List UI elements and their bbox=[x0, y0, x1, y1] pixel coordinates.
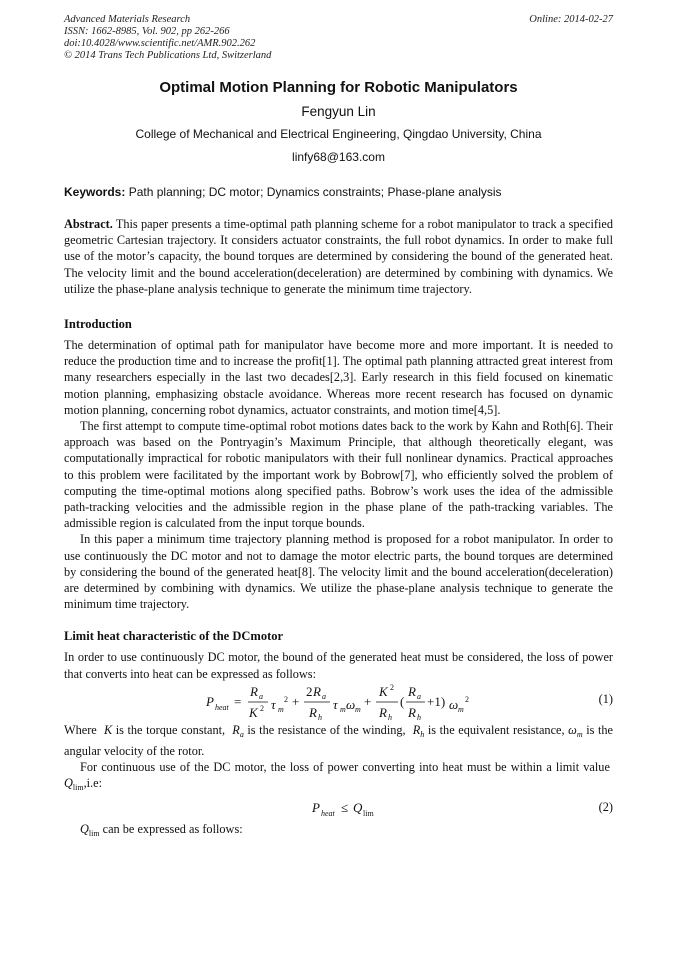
eq2-lim-sub: lim bbox=[363, 808, 374, 818]
eq1-m-sub-1: m bbox=[278, 704, 284, 714]
continuous-use-paragraph bbox=[64, 759, 613, 796]
keywords-label: Keywords: bbox=[64, 185, 126, 199]
issn-line: ISSN: 1662-8985, Vol. 902, pp 262-266 bbox=[64, 26, 230, 37]
abstract-label: Abstract. bbox=[64, 217, 113, 231]
sym-Q: Q bbox=[64, 776, 73, 791]
sub-lim-2: lim bbox=[88, 828, 100, 838]
sym-omega: ω bbox=[568, 722, 577, 737]
doi-line: doi:10.4028/www.scientific.net/AMR.902.262 bbox=[64, 38, 256, 49]
eq1-plus-1: + bbox=[292, 693, 300, 709]
eq1-Ra-num: R bbox=[250, 683, 258, 699]
author-name: Fengyun Lin bbox=[301, 104, 376, 119]
equation-2-formula bbox=[310, 797, 430, 821]
abstract bbox=[64, 216, 613, 297]
eq1-plus-2: + bbox=[364, 693, 372, 709]
paper-title: Optimal Motion Planning for Robotic Manipulators bbox=[159, 79, 518, 96]
where-text-4: is the angular velocity of the rotor. bbox=[64, 722, 614, 759]
journal-name: Advanced Materials Research bbox=[64, 14, 191, 25]
eq1-K-num-sq: 2 bbox=[390, 682, 394, 692]
section-heading-limit-heat: Limit heat characteristic of the DCmotor bbox=[64, 629, 284, 644]
where-word: Where bbox=[64, 722, 97, 737]
equation-2 bbox=[64, 797, 613, 821]
eq1-Ra-num-2: R bbox=[313, 683, 321, 699]
intro-paragraph-1: The determination of optimal path for manipulator have become more and more important. It is needed to reduce the production time and to increase the profit[1]. The optimal path planning attracted great interest from many researchers especially in the last two decades[2,3]. Early research in this field focused on kinematic motion planning, emphasizing obstacle avoidance. Whereas more recent research has focused on dynamic motion planning, concerning robot dynamics, actuator constraints, and motion time[4,5]. bbox=[64, 338, 613, 417]
expressed-text: can be expressed as follows: bbox=[102, 821, 243, 836]
journal-header bbox=[64, 14, 613, 62]
q-expressed-paragraph bbox=[64, 821, 613, 842]
sym-Q-2: Q bbox=[80, 821, 89, 836]
sym-R-a: R bbox=[232, 722, 240, 737]
eq1-heat-sub: heat bbox=[215, 702, 229, 712]
eq1-K-sq: 2 bbox=[260, 703, 264, 713]
keywords-text: Path planning; DC motor; Dynamics constraints; Phase-plane analysis bbox=[128, 185, 502, 199]
eq1-a-sub-2: a bbox=[322, 691, 326, 701]
abstract-text: This paper presents a time-optimal path planning scheme for a robot manipulator to track a specified geometric Cartesian trajectory. It considers actuator constraints, the full robot dynamics. In order to make full use of the motor’s capacity, the bound torques are determined by considering the bound of the generated heat. The velocity limit and the bound acceleration(deceleration) are determined by combining with dynamics. We utilize the phase-plane analysis technique to generate the minimum time trajectory. bbox=[64, 217, 613, 296]
sub-lim: lim bbox=[72, 783, 84, 793]
eq1-omega-sq: 2 bbox=[465, 694, 469, 704]
eq2-heat-sub: heat bbox=[321, 808, 335, 818]
online-date: Online: 2014-02-27 bbox=[529, 14, 613, 25]
eq1-lparen: ( bbox=[400, 693, 405, 709]
eq1-h-sub-3: h bbox=[417, 712, 421, 722]
eq1-Rh-den-3: R bbox=[408, 704, 416, 720]
where-paragraph bbox=[64, 722, 613, 759]
equation-1 bbox=[64, 682, 613, 722]
eq1-Rh-den-2: R bbox=[379, 704, 387, 720]
eq1-m-sub-4: m bbox=[458, 704, 464, 714]
eq1-tau-1: τ bbox=[271, 696, 276, 712]
eq2-le: ≤ bbox=[341, 799, 349, 815]
affiliation: College of Mechanical and Electrical Engineering, Qingdao University, China bbox=[135, 127, 542, 141]
sym-R-h: R bbox=[412, 722, 421, 737]
eq2-Q: Q bbox=[353, 799, 363, 815]
eq2-P: P bbox=[312, 799, 320, 815]
eq1-m-sub-2: m bbox=[340, 704, 346, 714]
eq1-omega-1: ω bbox=[346, 696, 356, 712]
eq1-equals: = bbox=[234, 693, 242, 709]
eq1-tau-2: τ bbox=[333, 696, 338, 712]
intro-paragraph-2: The first attempt to compute time-optimal robot motions dates back to the work by Kahn and Roth[6]. Their approach was based on the Pontryagin’s Maximum Principle, that although theoretically elegant, was computationally impractical for robotic manipulators with their full nonlinear dynamics. Practical approaches to this problem were facilitated by the important work by Bobrow[7], who efficiently solved the problem of computing the time-optimal motions along specified paths. Bobrow’s work uses the idea of the admissible path-tracking velocities and the admissible region in the phase plane of the path-tracking variables. The admissible region is calculated from the input torque bounds. bbox=[64, 419, 613, 531]
eq1-a-sub-3: a bbox=[417, 691, 421, 701]
eq1-P: P bbox=[206, 693, 214, 709]
keywords bbox=[64, 185, 613, 200]
equation-2-number: (2) bbox=[598, 799, 613, 814]
eq1-Ra-num-3: R bbox=[408, 683, 416, 699]
eq1-Rh-den: R bbox=[309, 704, 317, 720]
eq1-h-sub-2: h bbox=[388, 712, 392, 722]
eq1-K-num: K bbox=[379, 683, 388, 699]
where-text-3: is the equivalent resistance, bbox=[427, 722, 565, 737]
eq1-omega-2: ω bbox=[449, 696, 459, 712]
section-heading-introduction: Introduction bbox=[64, 317, 132, 332]
where-text-1: is the torque constant, bbox=[115, 722, 226, 737]
ie-text: ,i.e: bbox=[83, 776, 103, 791]
equation-1-number: (1) bbox=[598, 691, 613, 706]
eq1-m-sub-3: m bbox=[355, 704, 361, 714]
sub-m: m bbox=[576, 729, 583, 739]
sym-K: K bbox=[103, 722, 113, 737]
continuous-text: For continuous use of the DC motor, the loss of power converting into heat must be within a limit value bbox=[80, 760, 610, 775]
sub-h: h bbox=[420, 729, 425, 739]
paper-page bbox=[64, 14, 613, 842]
eq1-h-sub: h bbox=[318, 712, 322, 722]
eq1-plus-one: +1) bbox=[427, 693, 446, 709]
author-email: linfy68@163.com bbox=[292, 150, 385, 164]
eq1-two: 2 bbox=[306, 683, 313, 699]
limit-heat-intro: In order to use continuously DC motor, the bound of the generated heat must be considered, the loss of power that converts into heat can be expressed as follows: bbox=[64, 650, 613, 681]
sub-a: a bbox=[239, 729, 244, 739]
equation-1-formula bbox=[204, 682, 524, 722]
eq1-K-den: K bbox=[249, 704, 258, 720]
where-text-2: is the resistance of the winding, bbox=[247, 722, 406, 737]
intro-paragraph-3: In this paper a minimum time trajectory planning method is proposed for a robot manipulator. In order to use continuously the DC motor and not to damage the motor electric parts, the bound torques are determined by considering the bound of the generated heat[8]. The velocity limit and the bound acceleration(deceleration) are determined by combining with dynamics. We utilize the phase-plane analysis technique to generate the minimum time trajectory. bbox=[64, 532, 613, 612]
eq1-a-sub: a bbox=[259, 691, 263, 701]
eq1-tau-sq: 2 bbox=[284, 694, 288, 704]
copyright-line: © 2014 Trans Tech Publications Ltd, Switzerland bbox=[64, 50, 272, 61]
